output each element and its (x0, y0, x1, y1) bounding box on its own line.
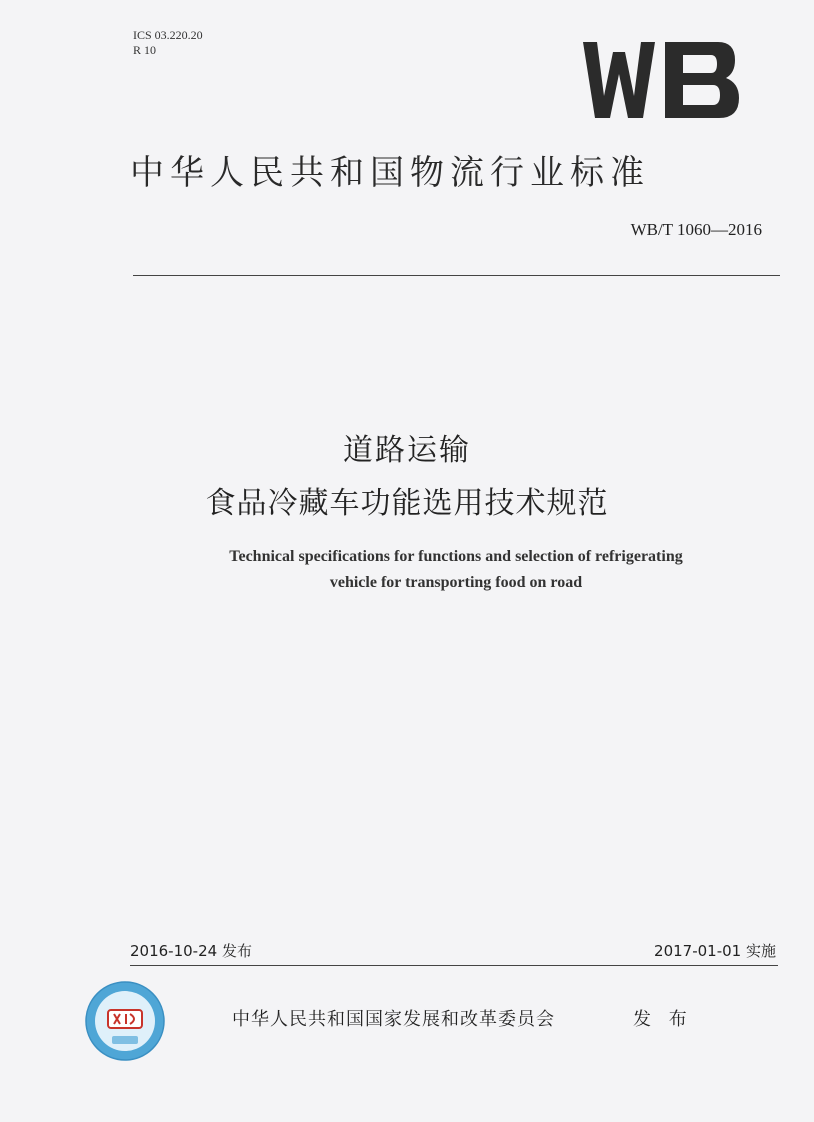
top-divider (133, 275, 780, 276)
anti-counterfeit-seal-icon (84, 980, 166, 1062)
english-title-line-2: vehicle for transporting food on road (329, 574, 583, 591)
chinese-title-line-1: 道路运输 (343, 433, 471, 468)
ics-code: ICS 03.220.20 (133, 28, 203, 42)
standard-number: WB/T 1060—2016 (630, 220, 762, 239)
classification-codes (133, 28, 203, 58)
wb-logo (583, 40, 741, 120)
english-title-line-1: Technical specifications for functions and selection of refrigerating (229, 548, 683, 565)
standard-category-title: 中华人民共和国物流行业标准 (130, 153, 650, 193)
publisher-name: 中华人民共和国国家发展和改革委员会 (232, 1009, 555, 1030)
bottom-divider (130, 965, 778, 966)
implementation-date: 2017-01-01 实施 (654, 942, 776, 960)
chinese-title-line-2: 食品冷藏车功能选用技术规范 (205, 486, 609, 521)
class-code: R 10 (133, 43, 157, 57)
publish-label: 发 布 (633, 1009, 693, 1030)
issue-date: 2016-10-24 发布 (130, 942, 252, 960)
